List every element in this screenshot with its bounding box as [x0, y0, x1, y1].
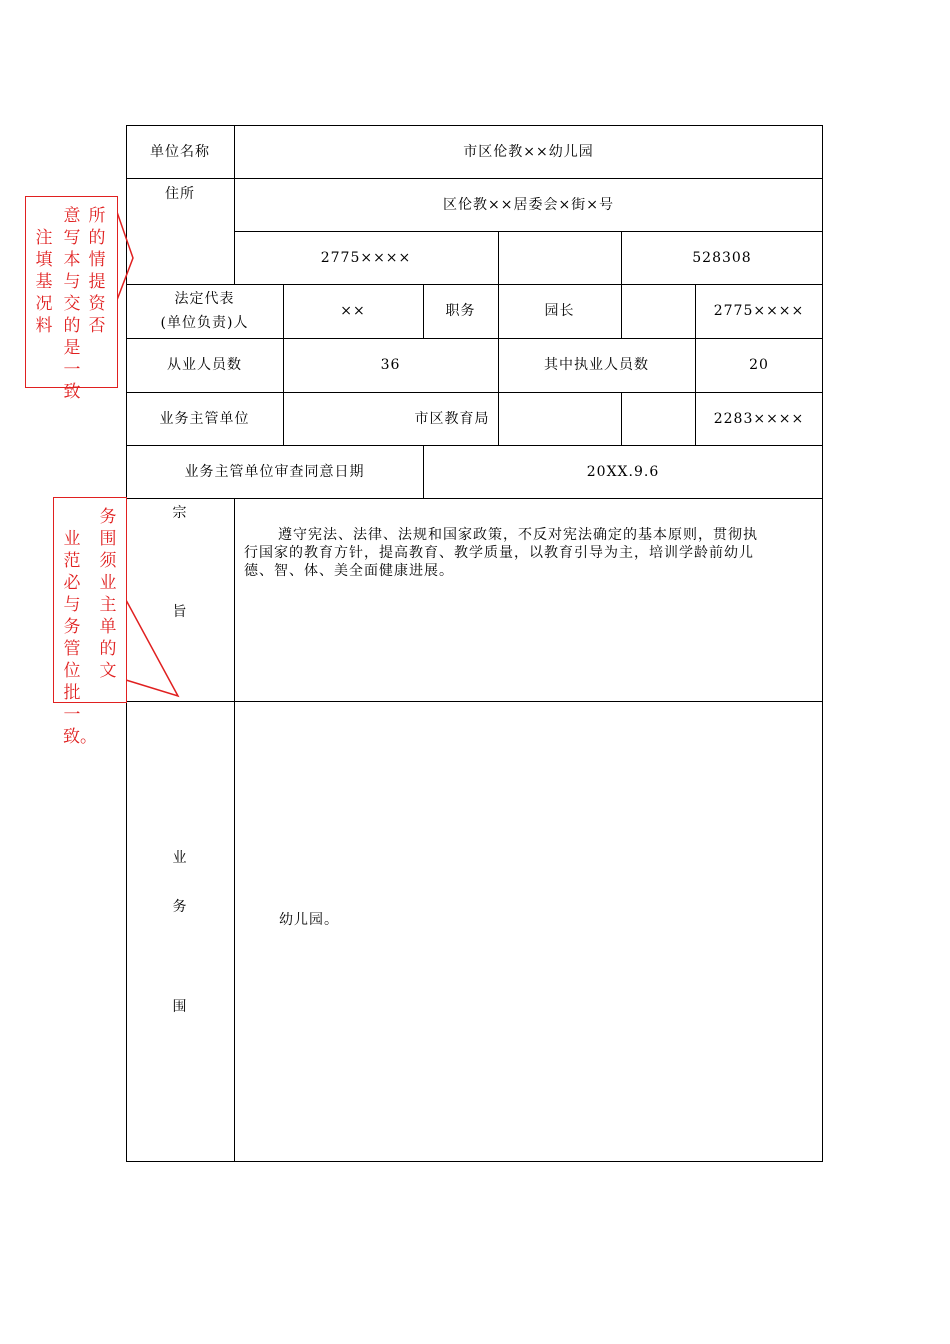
- note-char: 的: [63, 316, 81, 336]
- note-char: 文: [99, 661, 117, 681]
- note-char: 主: [99, 595, 117, 615]
- legal-rep-phone[interactable]: 2775××××: [713, 303, 805, 319]
- callout-tail: [117, 210, 137, 310]
- purpose-label-char2: 旨: [172, 604, 188, 620]
- table-border-bottom: [126, 1161, 823, 1162]
- note-char: 交: [63, 294, 81, 314]
- supervisor-value[interactable]: 市区教育局: [414, 410, 490, 427]
- note-char: 致。: [63, 727, 97, 747]
- note-char: 是: [63, 338, 81, 358]
- note-char: 料: [35, 316, 53, 336]
- approval-date-value[interactable]: 20XX.9.6: [586, 463, 660, 480]
- address-label: 住所: [165, 186, 195, 202]
- staff-count-value[interactable]: 36: [380, 357, 401, 373]
- note-char: 业: [99, 573, 117, 593]
- supervisor-phone[interactable]: 2283××××: [713, 410, 805, 427]
- note-char: 的: [99, 639, 117, 659]
- note-char: 意: [63, 206, 81, 226]
- note-char: 所: [88, 206, 106, 226]
- note-char: 须: [99, 551, 117, 571]
- note-char: 写: [63, 228, 81, 248]
- licensed-count-value[interactable]: 20: [749, 357, 769, 373]
- position-value[interactable]: 园长: [544, 303, 575, 319]
- note-char: 管: [63, 639, 81, 659]
- note-char: 务: [63, 617, 81, 637]
- scope-label-char1: 业: [172, 850, 188, 866]
- note-char: 本: [63, 250, 81, 270]
- business-scope-value[interactable]: 幼儿园。: [279, 912, 339, 928]
- note-char: 注: [35, 228, 53, 248]
- unit-phone-value[interactable]: 2775××××: [320, 249, 412, 266]
- note-column: [63, 205, 81, 403]
- purpose-line: 德、智、体、美全面健康进展。: [244, 563, 454, 579]
- note-char: 一: [63, 705, 81, 725]
- staff-count-label: 从业人员数: [167, 357, 242, 373]
- note-char: 围: [99, 529, 117, 549]
- address-value[interactable]: 区伦教××居委会×街×号: [443, 196, 614, 213]
- supervisor-label: 业务主管单位: [159, 410, 250, 427]
- legal-rep-label-line1: 法定代表: [174, 291, 235, 307]
- note-char: 否: [88, 316, 106, 336]
- position-label: 职务: [445, 303, 476, 319]
- note-column: [35, 227, 53, 337]
- note-char: 基: [35, 272, 53, 292]
- approval-date-label: 业务主管单位审查同意日期: [184, 463, 365, 480]
- col-divider: [234, 498, 235, 1161]
- note-char: 提: [88, 272, 106, 292]
- note-char: 范: [63, 551, 81, 571]
- row-divider: [126, 701, 823, 702]
- registration-form: [126, 125, 823, 1162]
- note-char: 况: [35, 294, 53, 314]
- unit-name-value[interactable]: 市区伦教××幼儿园: [463, 143, 594, 160]
- unit-name-label: 单位名称: [150, 143, 210, 160]
- note-char: 与: [63, 272, 81, 292]
- note-column: [99, 506, 117, 682]
- note-char: 单: [99, 617, 117, 637]
- scope-label-char2: 务: [172, 899, 188, 915]
- note-char: 资: [88, 294, 106, 314]
- note-char: 务: [99, 507, 117, 527]
- callout-tail: [126, 600, 186, 700]
- note-char: 的: [88, 228, 106, 248]
- legal-rep-label-line2: (单位负责)人: [160, 315, 249, 331]
- annotation-note-address: [25, 196, 118, 402]
- note-column: [63, 528, 97, 748]
- postcode-label-cell: [498, 231, 621, 284]
- legal-rep-name[interactable]: ××: [340, 303, 366, 319]
- note-char: 位: [63, 661, 81, 681]
- purpose-label-char1: 宗: [172, 505, 188, 521]
- supervisor-phone-label-cell: [621, 392, 695, 445]
- note-column: [88, 205, 106, 337]
- row-divider: [126, 498, 823, 499]
- note-char: 业: [63, 529, 81, 549]
- purpose-line: 遵守宪法、法律、法规和国家政策，不反对宪法确定的基本原则，贯彻执: [278, 527, 758, 543]
- legal-rep-phone-label-cell: [621, 284, 695, 338]
- note-char: 情: [88, 250, 106, 270]
- note-char: 一: [63, 360, 81, 380]
- legal-rep-label: [126, 284, 283, 338]
- annotation-note-scope: [53, 497, 127, 747]
- scope-label-char3: 围: [172, 999, 188, 1015]
- purpose-line: 行国家的教育方针，提高教育、教学质量，以教育引导为主，培训学龄前幼儿: [244, 545, 754, 561]
- postcode-value[interactable]: 528308: [692, 249, 752, 266]
- note-char: 批: [63, 683, 81, 703]
- note-char: 填: [35, 250, 53, 270]
- licensed-count-label: 其中执业人员数: [544, 357, 649, 373]
- purpose-text[interactable]: [234, 526, 823, 586]
- note-char: 致: [63, 382, 81, 402]
- note-char: 必: [63, 573, 81, 593]
- note-char: 与: [63, 595, 81, 615]
